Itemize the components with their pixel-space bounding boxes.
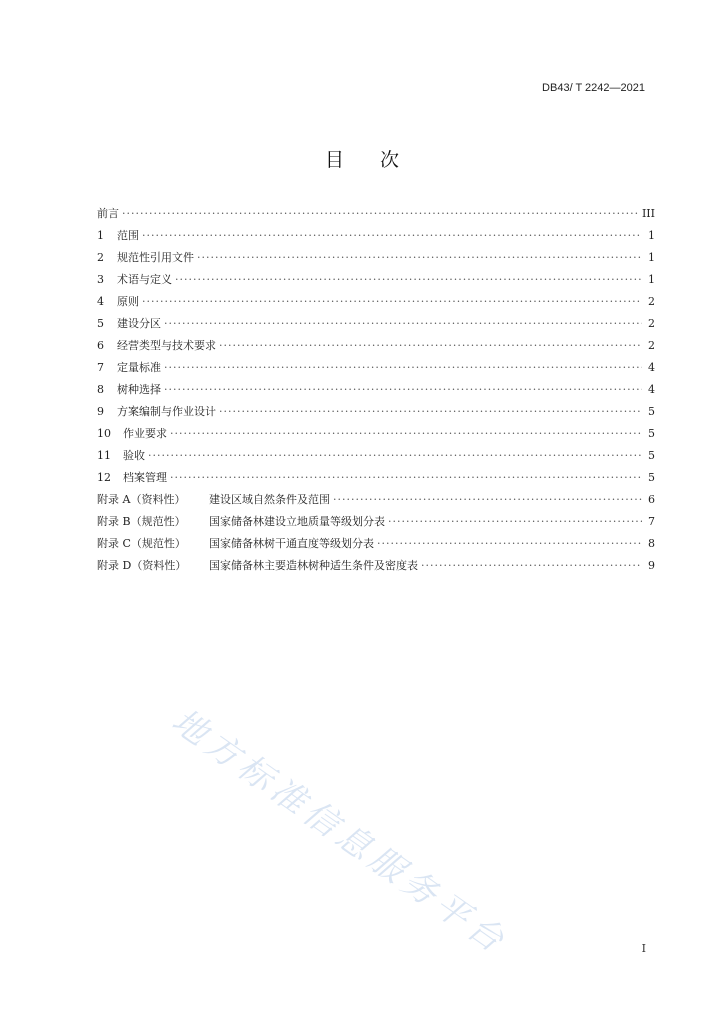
toc-entry[interactable] bbox=[97, 335, 655, 357]
toc-entry-number: 8 bbox=[97, 383, 104, 396]
toc-entry[interactable] bbox=[97, 225, 655, 247]
toc-entry-title: 定量标准 bbox=[117, 361, 161, 374]
toc-entry[interactable] bbox=[97, 489, 655, 511]
toc-entry-page: 6 bbox=[648, 493, 655, 506]
dot-leader bbox=[170, 423, 642, 445]
toc-entry-number: 6 bbox=[97, 339, 104, 352]
toc-entry[interactable] bbox=[97, 247, 655, 269]
toc-entry-number: 9 bbox=[97, 405, 104, 418]
toc-entry-title: 建设分区 bbox=[117, 317, 161, 330]
toc-entry-page: 2 bbox=[648, 317, 655, 330]
toc-entry-number: 3 bbox=[97, 273, 104, 286]
toc-entry[interactable] bbox=[97, 291, 655, 313]
toc-entry-page: 1 bbox=[648, 251, 655, 264]
dot-leader bbox=[164, 379, 642, 401]
dot-leader bbox=[170, 467, 642, 489]
dot-leader bbox=[377, 533, 642, 555]
toc-entry-number: 7 bbox=[97, 361, 104, 374]
toc-entry-page: 5 bbox=[648, 471, 655, 484]
toc-entry-number: 2 bbox=[97, 251, 104, 264]
toc-entry-number: 附录 C（规范性） bbox=[97, 537, 186, 550]
toc-entry-title: 规范性引用文件 bbox=[117, 251, 194, 264]
toc-entry-number: 附录 B（规范性） bbox=[97, 515, 186, 528]
dot-leader bbox=[333, 489, 642, 511]
dot-leader bbox=[164, 357, 642, 379]
toc-entry-number: 1 bbox=[97, 229, 104, 242]
toc-entry-page: 7 bbox=[648, 515, 655, 528]
toc-entry-page: 1 bbox=[648, 229, 655, 242]
toc-entry[interactable] bbox=[97, 357, 655, 379]
toc-entry-page: 9 bbox=[648, 559, 655, 572]
toc-entry-page: 4 bbox=[648, 383, 655, 396]
toc-entry-number: 附录 D（资料性） bbox=[97, 559, 187, 572]
toc-entry-title: 建设区域自然条件及范围 bbox=[209, 493, 330, 506]
toc-entry-title: 前言 bbox=[97, 207, 119, 220]
toc-entry-page: 8 bbox=[648, 537, 655, 550]
dot-leader bbox=[142, 225, 642, 247]
toc-entry-title: 国家储备林树干通直度等级划分表 bbox=[209, 537, 374, 550]
toc-entry-page: 1 bbox=[648, 273, 655, 286]
toc-entry-number: 5 bbox=[97, 317, 104, 330]
dot-leader bbox=[421, 555, 642, 577]
dot-leader bbox=[122, 203, 639, 225]
toc-entry-title: 国家储备林主要造林树种适生条件及密度表 bbox=[209, 559, 418, 572]
toc-entry-title: 树种选择 bbox=[117, 383, 161, 396]
page-title: 目次 bbox=[324, 149, 435, 171]
toc-entry-number: 10 bbox=[97, 427, 111, 440]
toc-entry[interactable] bbox=[97, 379, 655, 401]
dot-leader bbox=[142, 291, 642, 313]
toc-entry-page: 5 bbox=[648, 427, 655, 440]
toc-entry[interactable] bbox=[97, 511, 655, 533]
toc-entry[interactable] bbox=[97, 445, 655, 467]
dot-leader bbox=[175, 269, 642, 291]
toc-entry[interactable] bbox=[97, 555, 655, 577]
toc-entry-page: 2 bbox=[648, 339, 655, 352]
toc-entry[interactable] bbox=[97, 467, 655, 489]
toc-entry-number: 附录 A（资料性） bbox=[97, 493, 186, 506]
dot-leader bbox=[388, 511, 642, 533]
toc-entry[interactable] bbox=[97, 423, 655, 445]
toc-entry[interactable] bbox=[97, 313, 655, 335]
toc-entry[interactable] bbox=[97, 533, 655, 555]
toc-entry-title: 范围 bbox=[117, 229, 139, 242]
toc-entry-title: 验收 bbox=[123, 449, 145, 462]
toc-entry[interactable] bbox=[97, 401, 655, 423]
toc-entry[interactable] bbox=[97, 269, 655, 291]
toc-entry-page: 2 bbox=[648, 295, 655, 308]
dot-leader bbox=[197, 247, 642, 269]
toc-entry-title: 原则 bbox=[117, 295, 139, 308]
dot-leader bbox=[164, 313, 642, 335]
toc-entry-page: 4 bbox=[648, 361, 655, 374]
toc-entry-title: 经营类型与技术要求 bbox=[117, 339, 216, 352]
toc-entry-title: 作业要求 bbox=[123, 427, 167, 440]
document-code: DB43/ T 2242—2021 bbox=[542, 82, 645, 94]
dot-leader bbox=[219, 401, 642, 423]
toc-entry-page: 5 bbox=[648, 449, 655, 462]
watermark: 地方标准信息服务平台 bbox=[164, 700, 516, 964]
toc-entry-title: 方案编制与作业设计 bbox=[117, 405, 216, 418]
dot-leader bbox=[219, 335, 642, 357]
page-number: I bbox=[641, 942, 646, 955]
toc-entry-number: 4 bbox=[97, 295, 104, 308]
toc-entry[interactable] bbox=[97, 203, 655, 225]
toc-entry-title: 术语与定义 bbox=[117, 273, 172, 286]
dot-leader bbox=[148, 445, 642, 467]
toc-entry-page: III bbox=[641, 207, 655, 220]
toc-entry-title: 国家储备林建设立地质量等级划分表 bbox=[209, 515, 385, 528]
table-of-contents bbox=[97, 203, 655, 577]
toc-entry-page: 5 bbox=[648, 405, 655, 418]
toc-entry-title: 档案管理 bbox=[123, 471, 167, 484]
toc-entry-number: 11 bbox=[97, 449, 111, 462]
toc-entry-number: 12 bbox=[97, 471, 111, 484]
